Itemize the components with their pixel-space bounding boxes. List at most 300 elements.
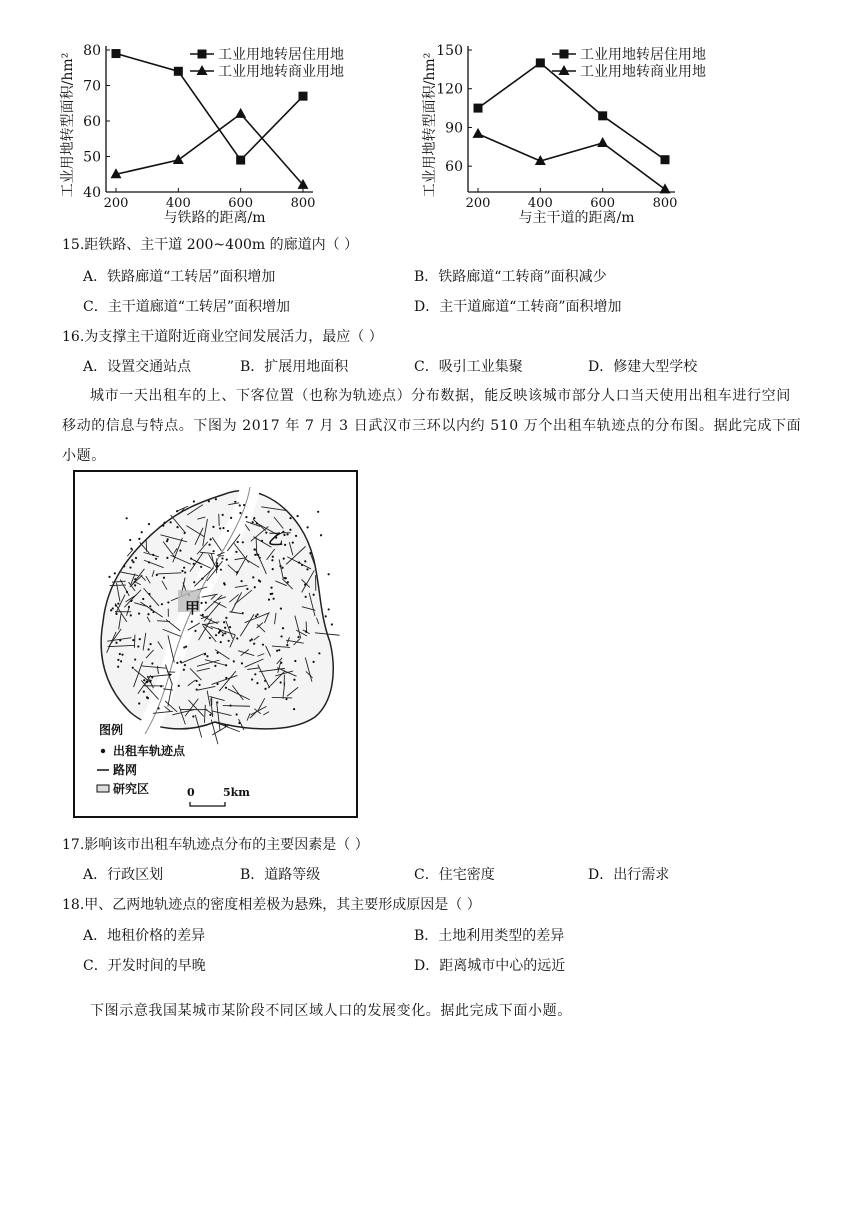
trajectory-point (278, 649, 280, 651)
trajectory-point (224, 583, 226, 585)
trajectory-point (117, 603, 119, 605)
trajectory-point (272, 556, 274, 558)
trajectory-point (222, 527, 224, 529)
trajectory-point (142, 598, 144, 600)
trajectory-point (193, 500, 195, 502)
scale-bar (190, 802, 225, 806)
trajectory-point (292, 541, 294, 543)
trajectory-point (156, 574, 158, 576)
passage-taxi-trajectory: 城市一天出租车的上、下客位置（也称为轨迹点）分布数据，能反映该城市部分人口当天使用出租车进行空间移动的信息与特点。下图为 2017 年 7 月 3 日武汉市三环以内约 510 万个出租车轨迹点的分布图。据此完成下面小题。 (62, 388, 802, 464)
trajectory-point (222, 514, 224, 516)
trajectory-point (279, 565, 281, 567)
trajectory-point (115, 613, 117, 615)
closing-instruction: 下图示意我国某城市某阶段不同区域人口的发展变化。据此完成下面小题。 (90, 1003, 572, 1019)
trajectory-point (132, 561, 134, 563)
trajectory-point (239, 512, 241, 514)
question-16-option-d[interactable]: D．修建大型学校 (588, 359, 698, 375)
residential-point (536, 58, 545, 67)
trajectory-point (254, 673, 256, 675)
trajectory-point (304, 560, 306, 562)
trajectory-point (283, 534, 285, 536)
trajectory-point (148, 593, 150, 595)
trajectory-point (150, 680, 152, 682)
trajectory-point (160, 685, 162, 687)
trajectory-point (318, 652, 320, 654)
commercial-series-line (478, 134, 665, 190)
trajectory-point (229, 626, 231, 628)
trajectory-point (267, 511, 269, 513)
legend-title: 图例 (99, 723, 124, 737)
trajectory-point (200, 566, 202, 568)
commercial-point (597, 137, 608, 147)
scale-label: 5km (223, 786, 250, 799)
trajectory-point (216, 683, 218, 685)
trajectory-point (246, 588, 248, 590)
trajectory-point (297, 515, 299, 517)
x-tick-label: 600 (590, 196, 616, 211)
trajectory-point (261, 540, 263, 542)
legend-study-label: 研究区 (113, 782, 150, 796)
trajectory-point (295, 535, 297, 537)
trajectory-point (216, 701, 218, 703)
trajectory-point (280, 681, 282, 683)
question-16-option-a[interactable]: A．设置交通站点 (83, 359, 192, 375)
trajectory-point (163, 577, 165, 579)
x-axis-label: 与主干道的距离/m (518, 210, 635, 225)
trajectory-point (183, 669, 185, 671)
trajectory-point (169, 674, 171, 676)
trajectory-point (252, 521, 254, 523)
trajectory-point (264, 680, 266, 682)
trajectory-point (214, 665, 216, 667)
x-axis-label: 与铁路的距离/m (163, 210, 266, 225)
legend-point-symbol (101, 749, 105, 753)
trajectory-point (289, 517, 291, 519)
trajectory-point (215, 634, 217, 636)
trajectory-point (167, 601, 169, 603)
trajectory-point (166, 540, 168, 542)
trajectory-point (146, 696, 148, 698)
trajectory-point (209, 637, 211, 639)
trajectory-point (239, 504, 241, 506)
trajectory-point (134, 584, 136, 586)
legend-triangle-marker (559, 65, 570, 75)
trajectory-point (255, 615, 257, 617)
trajectory-point (254, 554, 256, 556)
trajectory-point (126, 591, 128, 593)
trajectory-point (128, 606, 130, 608)
trajectory-point (224, 632, 226, 634)
trajectory-point (152, 611, 154, 613)
trajectory-point (306, 526, 308, 528)
x-tick-label: 800 (652, 196, 678, 211)
trajectory-point (198, 684, 200, 686)
residential-point (112, 49, 121, 58)
legend-triangle-marker (197, 65, 208, 75)
trajectory-point (191, 620, 193, 622)
legend-square-marker (560, 50, 569, 59)
y-tick-label: 90 (445, 120, 463, 137)
question-15-stem: 15.距铁路、主干道 200~400m 的廊道内（ ） (62, 237, 359, 253)
question-17-option-c[interactable]: C．住宅密度 (414, 867, 495, 883)
question-18-stem: 18.甲、乙两地轨迹点的密度相差极为悬殊，其主要形成原因是（ ） (62, 897, 481, 913)
commercial-point (235, 108, 246, 118)
trajectory-point (129, 566, 131, 568)
trajectory-point (192, 715, 194, 717)
trajectory-point (256, 522, 258, 524)
trajectory-point (273, 598, 275, 600)
trajectory-point (176, 662, 178, 664)
trajectory-point (190, 557, 192, 559)
y-tick-label: 120 (436, 81, 463, 98)
trajectory-point (225, 617, 227, 619)
trajectory-point (281, 567, 283, 569)
trajectory-point (280, 662, 282, 664)
trajectory-point (193, 581, 195, 583)
y-tick-label: 60 (83, 114, 101, 130)
trajectory-point (280, 607, 282, 609)
trajectory-point (240, 580, 242, 582)
trajectory-point (181, 570, 183, 572)
trajectory-point (209, 714, 211, 716)
legend-study-symbol (97, 785, 109, 792)
trajectory-point (283, 557, 285, 559)
trajectory-point (257, 554, 259, 556)
trajectory-point (253, 548, 255, 550)
trajectory-point (130, 599, 132, 601)
question-15-option-c[interactable]: C．主干道廊道“工转居”面积增加 (83, 299, 291, 315)
trajectory-point (119, 639, 121, 641)
trajectory-point (301, 564, 303, 566)
question-17-option-b[interactable]: B．道路等级 (240, 867, 321, 883)
trajectory-point (151, 676, 153, 678)
trajectory-point (208, 500, 210, 502)
trajectory-point (241, 662, 243, 664)
study-area-outline (101, 491, 333, 729)
trajectory-point (236, 713, 238, 715)
trajectory-point (224, 724, 226, 726)
trajectory-point (123, 565, 125, 567)
trajectory-point (184, 571, 186, 573)
trajectory-point (193, 563, 195, 565)
trajectory-point (298, 562, 300, 564)
label-jia: 甲 (185, 599, 201, 617)
trajectory-point (117, 659, 119, 661)
trajectory-point (212, 526, 214, 528)
trajectory-point (146, 681, 148, 683)
trajectory-point (284, 544, 286, 546)
trajectory-point (268, 599, 270, 601)
trajectory-point (183, 646, 185, 648)
y-axis-label: 工业用地转型面积/hm² (422, 52, 438, 198)
railway-distance-line-chart (58, 40, 378, 225)
x-tick-label: 200 (103, 196, 129, 211)
trajectory-point (242, 541, 244, 543)
trajectory-point (137, 645, 139, 647)
trajectory-point (206, 655, 208, 657)
trajectory-point (287, 581, 289, 583)
trajectory-point (112, 607, 114, 609)
trajectory-point (293, 679, 295, 681)
trajectory-point (236, 571, 238, 573)
y-tick-label: 150 (436, 43, 463, 59)
trajectory-point (147, 613, 149, 615)
trajectory-point (139, 638, 141, 640)
trajectory-point (227, 530, 229, 532)
trajectory-point (138, 612, 140, 614)
trajectory-point (222, 634, 224, 636)
scale-zero: 0 (187, 786, 195, 799)
trajectory-point (205, 602, 207, 604)
trajectory-point (235, 551, 237, 553)
trajectory-point (286, 533, 288, 535)
trajectory-point (280, 635, 282, 637)
trajectory-point (138, 702, 140, 704)
commercial-point (173, 154, 184, 164)
trajectory-point (213, 550, 215, 552)
trajectory-point (256, 613, 258, 615)
label-yi: 乙 (268, 530, 284, 548)
trajectory-point (149, 643, 151, 645)
trajectory-point (270, 587, 272, 589)
trajectory-point (331, 623, 333, 625)
trajectory-point (130, 614, 132, 616)
trajectory-point (210, 538, 212, 540)
trajectory-point (120, 660, 122, 662)
trajectory-point (313, 594, 315, 596)
y-tick-label: 40 (83, 185, 101, 201)
trajectory-point (115, 642, 117, 644)
wuhan-taxi-map (73, 470, 358, 818)
residential-point (299, 92, 308, 101)
x-tick-label: 200 (465, 196, 491, 211)
trajectory-point (135, 557, 137, 559)
trajectory-point (309, 552, 311, 554)
trajectory-point (270, 593, 272, 595)
trajectory-point (143, 679, 145, 681)
trajectory-point (204, 653, 206, 655)
trajectory-point (201, 578, 203, 580)
trajectory-point (119, 653, 121, 655)
trajectory-point (115, 604, 117, 606)
legend-points-label: 出租车轨迹点 (113, 744, 186, 758)
trajectory-point (305, 630, 307, 632)
trajectory-point (297, 636, 299, 638)
trajectory-point (294, 660, 296, 662)
trajectory-point (259, 557, 261, 559)
trajectory-point (114, 572, 116, 574)
question-15-option-d[interactable]: D．主干道廊道“工转商”面积增加 (414, 299, 622, 315)
trajectory-point (143, 691, 145, 693)
trajectory-point (253, 643, 255, 645)
trajectory-point (251, 678, 253, 680)
question-18-option-c[interactable]: C．开发时间的早晚 (83, 958, 206, 974)
trajectory-point (194, 630, 196, 632)
trajectory-point (138, 538, 140, 540)
trajectory-point (220, 569, 222, 571)
trajectory-point (221, 557, 223, 559)
x-tick-label: 400 (165, 196, 191, 211)
trajectory-point (233, 660, 235, 662)
trajectory-point (276, 650, 278, 652)
trajectory-point (306, 568, 308, 570)
trajectory-point (226, 558, 228, 560)
trajectory-point (252, 576, 254, 578)
trajectory-point (325, 615, 327, 617)
x-tick-label: 400 (527, 196, 553, 211)
trajectory-point (110, 609, 112, 611)
trajectory-point (147, 648, 149, 650)
question-18-option-d[interactable]: D．距离城市中心的远近 (414, 958, 566, 974)
residential-point (236, 156, 245, 165)
trajectory-point (152, 554, 154, 556)
map-drawing (75, 472, 356, 816)
trajectory-point (228, 640, 230, 642)
trajectory-point (149, 605, 151, 607)
trajectory-point (245, 516, 247, 518)
trajectory-point (215, 498, 217, 500)
y-tick-label: 70 (83, 78, 101, 95)
trajectory-point (293, 708, 295, 710)
trajectory-point (216, 562, 218, 564)
trajectory-point (180, 661, 182, 663)
trajectory-point (225, 687, 227, 689)
trajectory-point (148, 561, 150, 563)
trajectory-point (196, 688, 198, 690)
trajectory-point (176, 510, 178, 512)
trajectory-point (157, 707, 159, 709)
trajectory-point (223, 621, 225, 623)
trajectory-point (121, 654, 123, 656)
trajectory-point (256, 682, 258, 684)
trajectory-point (225, 677, 227, 679)
trajectory-point (184, 532, 186, 534)
trajectory-point (170, 521, 172, 523)
trajectory-point (219, 630, 221, 632)
legend-square-marker (198, 50, 207, 59)
trajectory-point (224, 627, 226, 629)
trajectory-point (184, 664, 186, 666)
question-17-stem: 17.影响该市出租车轨迹点分布的主要因素是（ ） (62, 837, 369, 853)
residential-point (474, 104, 483, 113)
question-16-option-c[interactable]: C．吸引工业集聚 (414, 359, 523, 375)
residential-point (174, 67, 183, 76)
question-17-option-d[interactable]: D．出行需求 (588, 867, 670, 883)
trajectory-point (161, 603, 163, 605)
trajectory-point (150, 609, 152, 611)
trajectory-point (176, 526, 178, 528)
trajectory-point (166, 557, 168, 559)
trajectory-point (243, 504, 245, 506)
residential-point (598, 111, 607, 120)
y-axis-label: 工业用地转型面积/hm² (60, 52, 76, 198)
trajectory-point (282, 627, 284, 629)
y-tick-label: 50 (83, 149, 101, 166)
trajectory-point (304, 584, 306, 586)
y-tick-label: 60 (445, 159, 463, 176)
trajectory-point (234, 501, 236, 503)
question-15-option-a[interactable]: A．铁路廊道“工转居”面积增加 (83, 269, 276, 285)
trajectory-point (238, 722, 240, 724)
trajectory-point (178, 685, 180, 687)
trajectory-point (183, 567, 185, 569)
trajectory-point (225, 664, 227, 666)
trajectory-point (264, 688, 266, 690)
y-tick-label: 80 (83, 43, 101, 59)
trajectory-point (320, 534, 322, 536)
commercial-point (473, 128, 484, 138)
trajectory-point (249, 639, 251, 641)
trajectory-point (312, 661, 314, 663)
trajectory-point (272, 568, 274, 570)
trajectory-point (200, 602, 202, 604)
trajectory-point (134, 578, 136, 580)
question-16-option-b[interactable]: B．扩展用地面积 (240, 359, 349, 375)
trajectory-point (219, 527, 221, 529)
road-segment (212, 725, 229, 735)
question-15-option-b[interactable]: B．铁路廊道“工转商”面积减少 (414, 269, 607, 285)
trajectory-point (236, 637, 238, 639)
trajectory-point (254, 586, 256, 588)
trajectory-point (217, 652, 219, 654)
trajectory-point (162, 525, 164, 527)
question-16-stem: 16.为支撑主干道附近商业空间发展活力，最应（ ） (62, 329, 383, 345)
question-17-option-a[interactable]: A．行政区划 (83, 867, 164, 883)
x-tick-label: 800 (290, 196, 316, 211)
trajectory-point (202, 614, 204, 616)
trajectory-point (284, 577, 286, 579)
trajectory-point (130, 548, 132, 550)
trajectory-point (196, 680, 198, 682)
trajectory-point (117, 666, 119, 668)
residential-point (661, 155, 670, 164)
trajectory-point (328, 573, 330, 575)
trajectory-point (229, 704, 231, 706)
trajectory-point (179, 549, 181, 551)
trajectory-point (253, 517, 255, 519)
trajectory-point (285, 698, 287, 700)
legend-residential-label: 工业用地转居住用地 (580, 47, 706, 63)
trajectory-point (132, 639, 134, 641)
trajectory-point (148, 523, 150, 525)
trajectory-point (132, 667, 134, 669)
trajectory-point (108, 576, 110, 578)
trajectory-point (271, 559, 273, 561)
trajectory-point (237, 541, 239, 543)
legend-residential-label: 工业用地转居住用地 (218, 47, 344, 63)
question-18-option-a[interactable]: A．地租价格的差异 (83, 928, 206, 944)
trajectory-point (328, 608, 330, 610)
trajectory-point (134, 658, 136, 660)
trajectory-point (220, 641, 222, 643)
trunk-road-distance-line-chart (420, 40, 740, 225)
trajectory-point (286, 644, 288, 646)
x-tick-label: 600 (228, 196, 254, 211)
legend-roads-label: 路网 (113, 763, 138, 777)
trajectory-point (155, 558, 157, 560)
trajectory-point (216, 565, 218, 567)
question-18-option-b[interactable]: B．土地利用类型的差异 (414, 928, 565, 944)
trajectory-point (151, 662, 153, 664)
trajectory-point (208, 544, 210, 546)
trajectory-point (242, 612, 244, 614)
trajectory-point (305, 596, 307, 598)
trajectory-point (262, 644, 264, 646)
trajectory-point (317, 511, 319, 513)
legend-commercial-label: 工业用地转商业用地 (218, 64, 344, 80)
legend-commercial-label: 工业用地转商业用地 (580, 64, 706, 80)
commercial-point (660, 183, 671, 193)
